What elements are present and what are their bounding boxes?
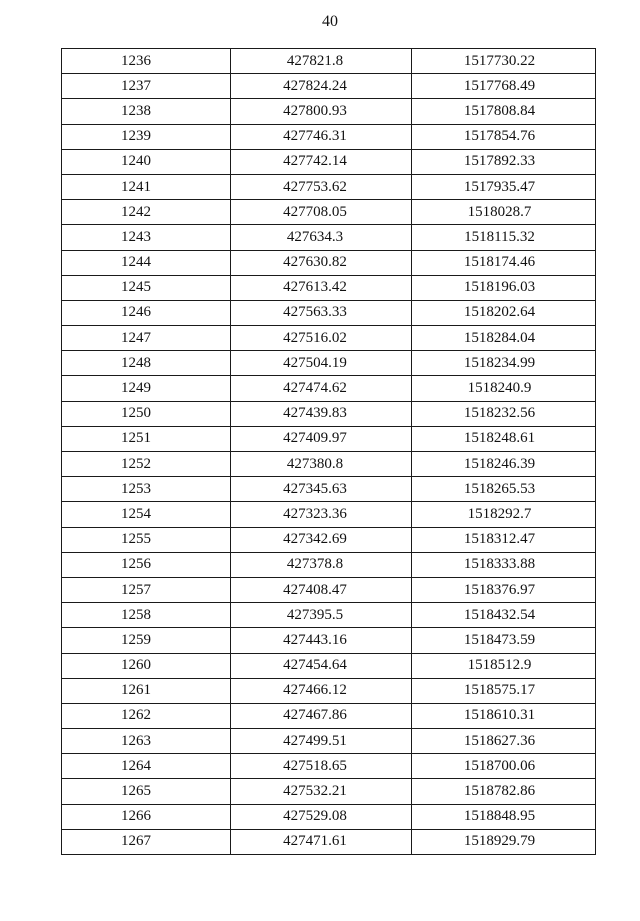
- table-row: [62, 502, 596, 527]
- x-coordinate-cell: 427443.16: [231, 628, 412, 653]
- y-coordinate-cell: 1518700.06: [412, 754, 596, 779]
- y-coordinate-cell: 1517730.22: [412, 49, 596, 74]
- table-row: [62, 149, 596, 174]
- table-row: [62, 99, 596, 124]
- y-coordinate-cell: 1518115.32: [412, 225, 596, 250]
- table-row: [62, 703, 596, 728]
- y-coordinate-cell: 1517808.84: [412, 99, 596, 124]
- x-coordinate-cell: 427504.19: [231, 351, 412, 376]
- x-coordinate-cell: 427563.33: [231, 300, 412, 325]
- point-number-cell: 1265: [62, 779, 231, 804]
- point-number-cell: 1253: [62, 477, 231, 502]
- point-number-cell: 1240: [62, 149, 231, 174]
- table-row: [62, 729, 596, 754]
- y-coordinate-cell: 1518575.17: [412, 678, 596, 703]
- point-number-cell: 1251: [62, 426, 231, 451]
- x-coordinate-cell: 427742.14: [231, 149, 412, 174]
- point-number-cell: 1237: [62, 74, 231, 99]
- y-coordinate-cell: 1518232.56: [412, 401, 596, 426]
- x-coordinate-cell: 427439.83: [231, 401, 412, 426]
- point-number-cell: 1249: [62, 376, 231, 401]
- table-row: [62, 200, 596, 225]
- y-coordinate-cell: 1518782.86: [412, 779, 596, 804]
- x-coordinate-cell: 427821.8: [231, 49, 412, 74]
- table-row: [62, 351, 596, 376]
- point-number-cell: 1248: [62, 351, 231, 376]
- table-row: [62, 603, 596, 628]
- point-number-cell: 1243: [62, 225, 231, 250]
- table-row: [62, 678, 596, 703]
- y-coordinate-cell: 1518196.03: [412, 275, 596, 300]
- y-coordinate-cell: 1517854.76: [412, 124, 596, 149]
- point-number-cell: 1255: [62, 527, 231, 552]
- x-coordinate-cell: 427380.8: [231, 452, 412, 477]
- point-number-cell: 1241: [62, 174, 231, 199]
- table-row: [62, 754, 596, 779]
- y-coordinate-cell: 1518848.95: [412, 804, 596, 829]
- y-coordinate-cell: 1517892.33: [412, 149, 596, 174]
- point-number-cell: 1246: [62, 300, 231, 325]
- table-row: [62, 124, 596, 149]
- table-row: [62, 326, 596, 351]
- table-row: [62, 829, 596, 854]
- x-coordinate-cell: 427471.61: [231, 829, 412, 854]
- x-coordinate-cell: 427708.05: [231, 200, 412, 225]
- point-number-cell: 1259: [62, 628, 231, 653]
- coordinates-table: [61, 48, 596, 855]
- y-coordinate-cell: 1518610.31: [412, 703, 596, 728]
- y-coordinate-cell: 1518248.61: [412, 426, 596, 451]
- x-coordinate-cell: 427800.93: [231, 99, 412, 124]
- table-row: [62, 401, 596, 426]
- x-coordinate-cell: 427408.47: [231, 577, 412, 602]
- x-coordinate-cell: 427634.3: [231, 225, 412, 250]
- point-number-cell: 1242: [62, 200, 231, 225]
- point-number-cell: 1247: [62, 326, 231, 351]
- y-coordinate-cell: 1518240.9: [412, 376, 596, 401]
- y-coordinate-cell: 1518432.54: [412, 603, 596, 628]
- table-row: [62, 426, 596, 451]
- y-coordinate-cell: 1517935.47: [412, 174, 596, 199]
- point-number-cell: 1239: [62, 124, 231, 149]
- point-number-cell: 1250: [62, 401, 231, 426]
- y-coordinate-cell: 1518627.36: [412, 729, 596, 754]
- y-coordinate-cell: 1518234.99: [412, 351, 596, 376]
- x-coordinate-cell: 427746.31: [231, 124, 412, 149]
- table-row: [62, 804, 596, 829]
- x-coordinate-cell: 427409.97: [231, 426, 412, 451]
- coordinates-table-body: [62, 49, 596, 855]
- x-coordinate-cell: 427342.69: [231, 527, 412, 552]
- y-coordinate-cell: 1518473.59: [412, 628, 596, 653]
- table-row: [62, 250, 596, 275]
- y-coordinate-cell: 1518174.46: [412, 250, 596, 275]
- point-number-cell: 1258: [62, 603, 231, 628]
- point-number-cell: 1262: [62, 703, 231, 728]
- x-coordinate-cell: 427518.65: [231, 754, 412, 779]
- table-row: [62, 577, 596, 602]
- point-number-cell: 1236: [62, 49, 231, 74]
- x-coordinate-cell: 427466.12: [231, 678, 412, 703]
- y-coordinate-cell: 1518202.64: [412, 300, 596, 325]
- x-coordinate-cell: 427824.24: [231, 74, 412, 99]
- table-row: [62, 275, 596, 300]
- table-row: [62, 653, 596, 678]
- x-coordinate-cell: 427630.82: [231, 250, 412, 275]
- x-coordinate-cell: 427499.51: [231, 729, 412, 754]
- y-coordinate-cell: 1518292.7: [412, 502, 596, 527]
- point-number-cell: 1238: [62, 99, 231, 124]
- y-coordinate-cell: 1518028.7: [412, 200, 596, 225]
- point-number-cell: 1252: [62, 452, 231, 477]
- point-number-cell: 1257: [62, 577, 231, 602]
- table-row: [62, 477, 596, 502]
- x-coordinate-cell: 427532.21: [231, 779, 412, 804]
- x-coordinate-cell: 427395.5: [231, 603, 412, 628]
- y-coordinate-cell: 1518312.47: [412, 527, 596, 552]
- x-coordinate-cell: 427753.62: [231, 174, 412, 199]
- point-number-cell: 1267: [62, 829, 231, 854]
- point-number-cell: 1256: [62, 552, 231, 577]
- y-coordinate-cell: 1518265.53: [412, 477, 596, 502]
- point-number-cell: 1266: [62, 804, 231, 829]
- point-number-cell: 1260: [62, 653, 231, 678]
- point-number-cell: 1261: [62, 678, 231, 703]
- table-row: [62, 74, 596, 99]
- x-coordinate-cell: 427345.63: [231, 477, 412, 502]
- point-number-cell: 1244: [62, 250, 231, 275]
- table-row: [62, 779, 596, 804]
- point-number-cell: 1245: [62, 275, 231, 300]
- table-row: [62, 452, 596, 477]
- x-coordinate-cell: 427454.64: [231, 653, 412, 678]
- y-coordinate-cell: 1518284.04: [412, 326, 596, 351]
- x-coordinate-cell: 427323.36: [231, 502, 412, 527]
- table-row: [62, 628, 596, 653]
- y-coordinate-cell: 1517768.49: [412, 74, 596, 99]
- y-coordinate-cell: 1518512.9: [412, 653, 596, 678]
- x-coordinate-cell: 427516.02: [231, 326, 412, 351]
- x-coordinate-cell: 427474.62: [231, 376, 412, 401]
- table-row: [62, 225, 596, 250]
- point-number-cell: 1263: [62, 729, 231, 754]
- point-number-cell: 1254: [62, 502, 231, 527]
- x-coordinate-cell: 427378.8: [231, 552, 412, 577]
- y-coordinate-cell: 1518333.88: [412, 552, 596, 577]
- x-coordinate-cell: 427613.42: [231, 275, 412, 300]
- table-row: [62, 174, 596, 199]
- y-coordinate-cell: 1518246.39: [412, 452, 596, 477]
- table-row: [62, 49, 596, 74]
- table-row: [62, 527, 596, 552]
- table-row: [62, 376, 596, 401]
- x-coordinate-cell: 427529.08: [231, 804, 412, 829]
- y-coordinate-cell: 1518929.79: [412, 829, 596, 854]
- y-coordinate-cell: 1518376.97: [412, 577, 596, 602]
- table-row: [62, 300, 596, 325]
- page-number: 40: [322, 13, 338, 30]
- x-coordinate-cell: 427467.86: [231, 703, 412, 728]
- point-number-cell: 1264: [62, 754, 231, 779]
- table-row: [62, 552, 596, 577]
